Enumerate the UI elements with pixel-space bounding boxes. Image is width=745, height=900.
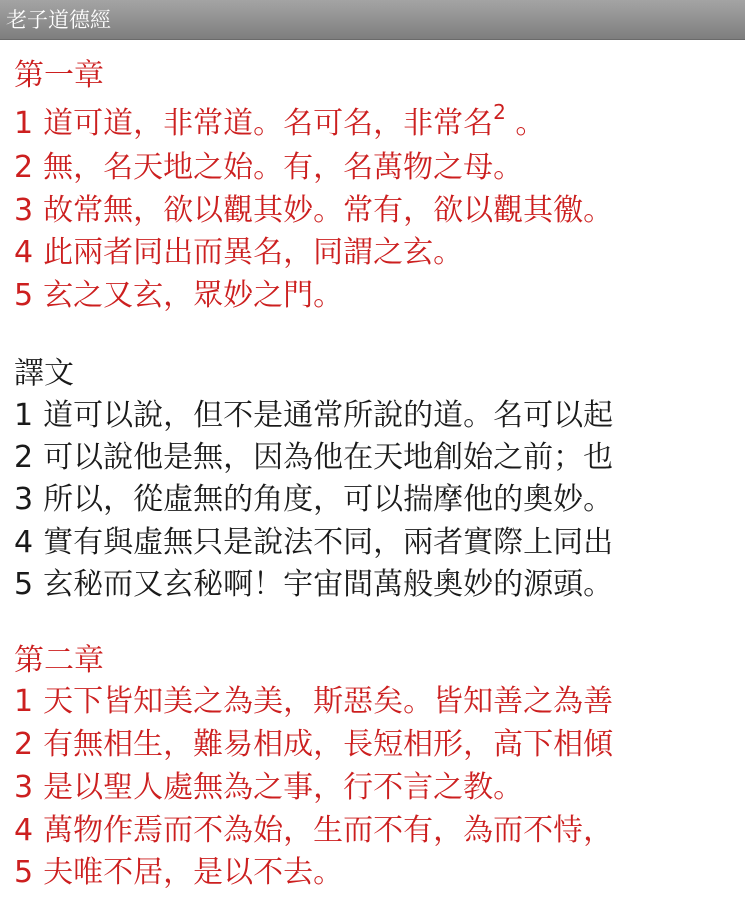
line-number: 3 [14, 482, 34, 517]
line-number: 3 [14, 770, 34, 805]
line-text: 實有與虛無只是說法不同，兩者實際上同出 [43, 525, 614, 560]
line-number: 1 [14, 398, 34, 433]
line-number: 5 [14, 278, 34, 313]
line-number: 4 [14, 813, 34, 848]
chapter-2-line-4 [14, 811, 613, 851]
chapter-1-line-4 [14, 233, 463, 273]
chapter-1-heading: 第一章 [14, 58, 104, 93]
translation-line-3 [14, 480, 613, 520]
line-text: 此兩者同出而異名，同謂之玄。 [43, 235, 464, 270]
chapter-1-line-1 [14, 100, 546, 144]
line-number: 4 [14, 525, 34, 560]
line-number: 2 [14, 440, 34, 475]
chapter-2-line-1 [14, 682, 613, 722]
chapter-2-line-3 [14, 768, 523, 808]
app-title: 老子道德經 [6, 8, 111, 32]
chapter-2-line-2 [14, 725, 613, 765]
line-number: 1 [14, 106, 34, 141]
line-number: 5 [14, 855, 34, 890]
chapter-2-line-5 [14, 853, 343, 893]
line-text: 道可道，非常道。名可名，非常名 [43, 106, 494, 141]
line-text: 道可以說，但不是通常所說的道。名可以起 [43, 398, 614, 433]
line-number: 2 [14, 727, 34, 762]
translation-line-2 [14, 438, 613, 478]
line-text: 是以聖人處無為之事，行不言之教。 [43, 770, 524, 805]
line-text: 夫唯不居，是以不去。 [43, 855, 344, 890]
line-text: 天下皆知美之為美，斯惡矣。皆知善之為善 [43, 684, 614, 719]
chapter-1-line-2 [14, 148, 523, 188]
line-text: 無，名天地之始。有，名萬物之母。 [43, 150, 524, 185]
chapter-1-line-5 [14, 276, 343, 316]
chapter-1-line-3 [14, 191, 613, 231]
footnote-link[interactable]: 2 [493, 100, 506, 124]
line-text: 玄秘而又玄秘啊！宇宙間萬般奧妙的源頭。 [43, 567, 614, 602]
translation-line-5 [14, 565, 613, 605]
chapter-2-heading: 第二章 [14, 643, 104, 678]
translation-line-4 [14, 523, 613, 563]
app-title-bar [0, 0, 745, 40]
translation-line-1 [14, 396, 613, 436]
line-text: 可以說他是無，因為他在天地創始之前；也 [43, 440, 614, 475]
line-text: 所以，從虛無的角度，可以揣摩他的奧妙。 [43, 482, 614, 517]
translation-heading: 譯文 [14, 356, 74, 391]
line-text: 玄之又玄，眾妙之門。 [43, 278, 344, 313]
text-content[interactable] [0, 40, 745, 900]
line-text: 有無相生，難易相成，長短相形，高下相傾 [43, 727, 614, 762]
line-number: 2 [14, 150, 34, 185]
line-text: 故常無，欲以觀其妙。常有，欲以觀其徼。 [43, 193, 614, 228]
line-number: 5 [14, 567, 34, 602]
line-number: 4 [14, 235, 34, 270]
line-tail: 。 [505, 106, 546, 141]
line-number: 1 [14, 684, 34, 719]
line-text: 萬物作焉而不為始，生而不有，為而不恃， [43, 813, 614, 848]
line-number: 3 [14, 193, 34, 228]
